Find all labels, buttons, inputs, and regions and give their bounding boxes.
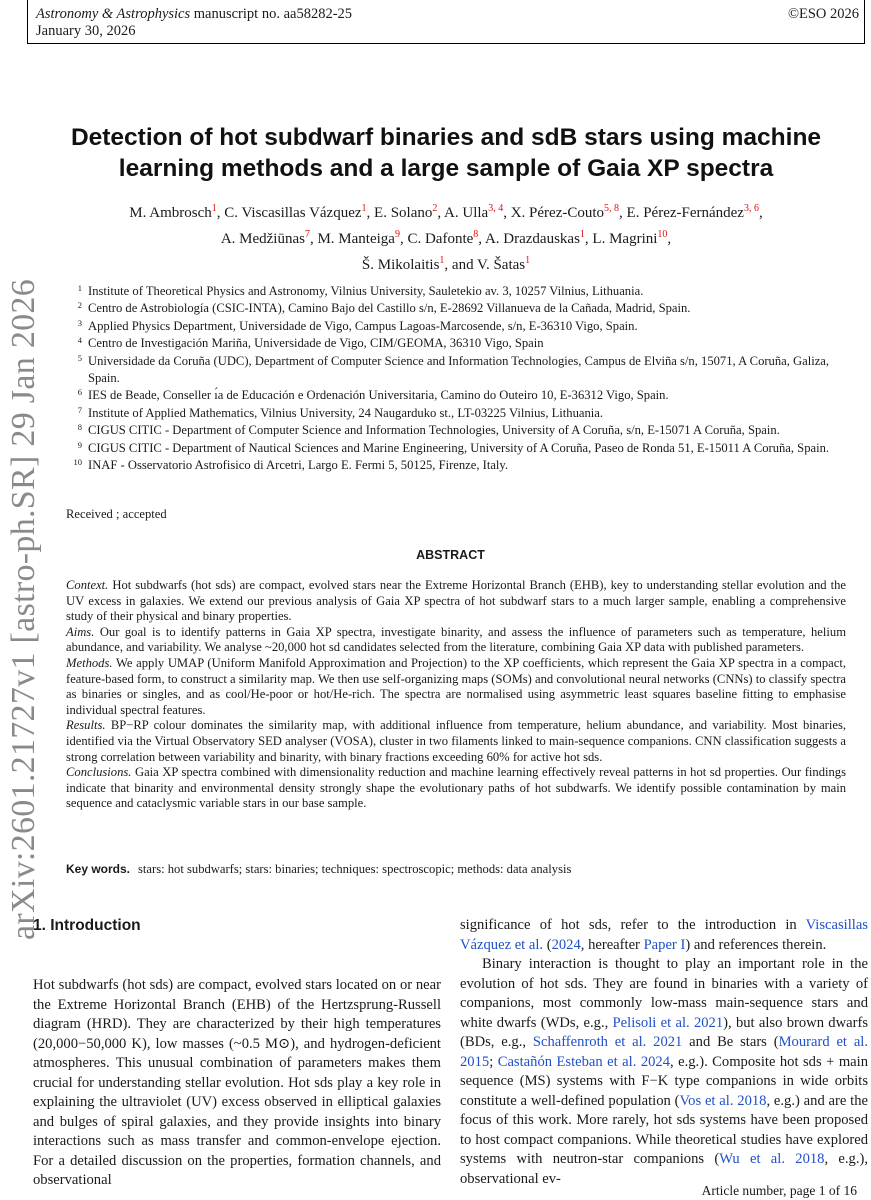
author-list <box>40 198 852 276</box>
journal-line <box>36 6 352 23</box>
journal-name: Astronomy & Astrophysics <box>36 6 191 22</box>
affiliation-number: 4 <box>77 335 82 346</box>
conclusions-text: Gaia XP spectra combined with dimensionality reduction and machine learning effectively reveal patterns in hot sd properties. Our findings indicate that binarity and environmental density strongly shape the evolutionary paths of hot subdwarfs. We identify possible contamination by main sequence and cataclysmic variable stars in our base sample. <box>66 765 846 811</box>
text-run: ) and references therein. <box>685 936 827 953</box>
abstract-results <box>66 718 846 765</box>
intro-paragraph-1: Hot subdwarfs (hot sds) are compact, evolved stars located on or near the Extreme Horizontal Branch (EHB) of the Hertzsprung-Russell diagram (HRD). They are characterized by their high temperatures (20,000−50,000 K), low masses (~0.5 M⊙), and hydrogen-deficient atmospheres. This unusual combination of parameters makes them crucial for understanding stellar evolution. Hot sds play a key role in explaining the ultraviolet (UV) excess observed in elliptical galaxies and bulges of spiral galaxies, and they provide insights into binary interactions such as mass transfer and common-envelope ejection. For a detailed discussion on the properties, formation channels, and observational <box>33 977 441 1188</box>
author-separator: , <box>758 205 763 221</box>
affiliation-item <box>66 387 846 404</box>
keywords <box>66 862 846 877</box>
affiliation-number: 10 <box>73 457 82 468</box>
affiliation-number: 1 <box>77 283 82 293</box>
section-title: 1. Introduction <box>33 917 141 934</box>
author: , and V. Šatas <box>444 257 526 273</box>
arxiv-stamp[interactable]: arXiv:2601.21727v1 [astro-ph.SR] 29 Jan 2026 <box>5 278 42 940</box>
affiliation-item <box>66 300 846 317</box>
citation-link[interactable]: Wu et al. 2018 <box>719 1151 825 1167</box>
author: M. Ambrosch <box>129 205 212 221</box>
affiliation-list <box>66 283 846 474</box>
affiliation-number: 6 <box>77 387 82 398</box>
context-text: Hot subdwarfs (hot sds) are compact, evolved stars near the Extreme Horizontal Branch (EHB), key to understanding stellar evolution and the UV excess in galaxies. We extend our previous analysis of Gaia XP spectra of hot subdwarf stars to a much larger sample, enabling a comprehensive study of their physical and binary properties. <box>66 578 846 624</box>
intro-paragraph-1-cont <box>460 916 868 955</box>
author: , A. Drazdauskas <box>478 231 580 247</box>
affiliation-text: Centro de Investigación Mariña, Universidade de Vigo, CIM/GEOMA, 36310 Vigo, Spain <box>88 336 544 351</box>
paper-title <box>40 122 852 184</box>
citation-link[interactable]: Viscasillas Vázquez et al. <box>460 917 868 953</box>
affiliation-text: Universidade da Coruña (UDC), Department of Computer Science and Information Technologies, Campus de Elviña s/n, 15071, A Coruña, Galiza, Spain. <box>88 353 830 386</box>
conclusions-label: Conclusions. <box>66 765 132 780</box>
context-label: Context. <box>66 578 109 592</box>
affiliation-item <box>66 283 846 300</box>
citation-link[interactable]: Pelisoli et al. 2021 <box>612 1014 724 1031</box>
affiliation-item <box>66 335 846 352</box>
affiliation-text: CIGUS CITIC - Department of Computer Science and Information Technologies, University of A Coruña, s/n, E-15071 A Coruña, Spain. <box>88 423 780 438</box>
affil-ref[interactable]: 10 <box>657 229 668 240</box>
citation-link[interactable]: Vos et al. 2018 <box>679 1092 767 1109</box>
affil-ref[interactable]: 2 <box>432 203 438 214</box>
author-separator: , <box>667 231 672 247</box>
affiliation-item <box>66 353 846 388</box>
affiliation-text: Institute of Applied Mathematics, Vilnius University, 24 Naugarduko st., LT-03225 Vilnius, Lithuania. <box>88 405 604 420</box>
affil-ref[interactable]: 5, 8 <box>604 203 620 214</box>
affiliation-item <box>66 318 846 335</box>
affiliation-item <box>66 422 846 439</box>
intro-paragraph-2 <box>460 955 868 1189</box>
title-line-2: learning methods and a large sample of Gaia XP spectra <box>118 155 774 182</box>
author-line-3 <box>40 250 852 276</box>
text-run: , hereafter <box>580 936 644 953</box>
affil-ref[interactable]: 7 <box>304 229 310 240</box>
methods-label: Methods. <box>66 655 113 670</box>
text-run: , e.g.) and are the focus of this work. More rarely, hot sds systems have been proposed to host compact companions. While theoretical studies have explored systems with neutron-star companions ( <box>460 1092 869 1167</box>
intro-right-column <box>460 916 868 1189</box>
author: A. Medžiūnas <box>220 231 305 247</box>
affiliation-text: Centro de Astrobiología (CSIC-INTA), Camino Bajo del Castillo s/n, E-28692 Villanueva de la Cañada, Madrid, Spain. <box>88 301 691 316</box>
abstract-methods <box>66 656 846 718</box>
affiliation-text: CIGUS CITIC - Department of Nautical Sciences and Marine Engineering, University of A Coruña, Paseo de Ronda 51, E-15011 A Coruña, Spain. <box>88 440 830 455</box>
text-run: , e.g.). Composite hot sds + main sequence (MS) systems with F−K type companions in wide orbits constitute a well-defined population ( <box>460 1053 869 1109</box>
text-run: and Be stars ( <box>682 1034 779 1050</box>
results-label: Results. <box>66 718 106 733</box>
intro-left-column <box>33 976 441 1191</box>
affil-ref[interactable]: 1 <box>211 203 217 214</box>
text-run: Binary interaction is thought to play an important role in the evolution of hot sds. They are found in binaries with a variety of companions, most commonly low-mass main-sequence stars and white dwarfs (WDs, e.g., <box>460 956 868 1031</box>
text-run: ), but also brown dwarfs (BDs, e.g., <box>460 1014 868 1050</box>
affil-ref[interactable]: 1 <box>439 255 445 266</box>
affiliation-number: 9 <box>77 439 82 450</box>
affiliation-number: 7 <box>77 404 82 415</box>
header-date: January 30, 2026 <box>36 23 136 39</box>
keywords-label: Key words. <box>66 862 131 876</box>
affiliation-number: 8 <box>77 422 82 433</box>
affiliation-item <box>66 440 846 457</box>
abstract-heading: ABSTRACT <box>416 548 485 562</box>
author: , M. Manteiga <box>309 231 395 247</box>
manuscript-id: manuscript no. aa58282-25 <box>190 6 353 22</box>
citation-link[interactable]: 2024 <box>551 936 581 953</box>
author: , E. Solano <box>366 205 433 221</box>
abstract-conclusions <box>66 765 846 812</box>
affiliation-text: Applied Physics Department, Universidade de Vigo, Campus Lagoas-Marcosende, s/n, E-36310 Vigo, Spain. <box>88 318 638 333</box>
abstract-body <box>66 578 846 812</box>
affil-ref[interactable]: 1 <box>361 203 367 214</box>
methods-text: We apply UMAP (Uniform Manifold Approximation and Projection) to the XP coefficients, which represent the Gaia XP spectra in a compact, feature-based form, to construct a similarity map. We then use self-organizing maps (SOMs) and convolutional neural networks (CNNs) to classify spectra as binaries or singles, and as cool/He-poor or hot/He-rich. The spectra are normalised using asymmetric least squares baseline fitting to emphasise individual spectral features. <box>66 655 846 717</box>
affiliation-item <box>66 405 846 422</box>
affiliation-text: INAF - Osservatorio Astrofisico di Arcetri, Largo E. Fermi 5, 50125, Firenze, Italy. <box>88 458 509 473</box>
author-line-2 <box>40 224 852 250</box>
author: Š. Mikolaitis <box>361 257 440 273</box>
affiliation-number: 3 <box>77 317 82 328</box>
affil-ref[interactable]: 3, 4 <box>488 203 504 214</box>
results-text: BP−RP colour dominates the similarity map, with additional influence from temperature, helium abundance, and variability. Most binaries, identified via the Virtual Observatory SED analyser (VOSA), cluster in two filaments linked to main-sequence companions. CNN classification suggests a strong correlation between variability and binarity, with binary fractions exceeding 60% for active hot sds. <box>66 718 846 764</box>
author: , C. Viscasillas Vázquez <box>216 205 362 221</box>
author: , X. Pérez-Couto <box>503 205 605 221</box>
affil-ref[interactable]: 1 <box>579 229 585 240</box>
affiliation-number: 5 <box>77 352 82 363</box>
affil-ref[interactable]: 3, 6 <box>743 203 759 214</box>
affil-ref[interactable]: 1 <box>525 255 531 266</box>
citation-link[interactable]: Mourard et al. 2015 <box>460 1034 868 1070</box>
affiliation-number: 2 <box>77 300 82 311</box>
author: , C. Dafonte <box>399 231 474 247</box>
author: , L. Magrini <box>584 231 658 247</box>
text-run: ; <box>489 1053 498 1070</box>
citation-link[interactable]: Paper I <box>643 936 686 953</box>
author-line-1 <box>40 198 852 224</box>
abstract-context <box>66 578 846 625</box>
citation-link[interactable]: Castañón Esteban et al. 2024 <box>497 1053 671 1070</box>
text-run: ( <box>543 936 552 953</box>
affiliation-text: Institute of Theoretical Physics and Astronomy, Vilnius University, Sauletekio av. 3, 10257 Vilnius, Lithuania. <box>88 284 644 298</box>
author: , A. Ulla <box>437 205 489 221</box>
abstract-aims <box>66 625 846 656</box>
title-line-1: Detection of hot subdwarf binaries and sdB stars using machine <box>70 124 822 151</box>
citation-link[interactable]: Schaffenroth et al. 2021 <box>532 1034 683 1050</box>
page-footer: Article number, page 1 of 16 <box>701 1183 857 1198</box>
text-run: , e.g.), observational ev- <box>460 1151 868 1187</box>
copyright: ©ESO 2026 <box>787 6 859 22</box>
aims-label: Aims. <box>66 624 95 639</box>
affil-ref[interactable]: 9 <box>394 229 400 240</box>
affil-ref[interactable]: 8 <box>473 229 479 240</box>
affiliation-text: IES de Beade, Conseller ı́a de Educación e Ordenación Universitaria, Camino do Outeiro 10, E-36312 Vigo, Spain. <box>88 388 669 403</box>
keywords-text: stars: hot subdwarfs; stars: binaries; techniques: spectroscopic; methods: data analysis <box>138 862 572 876</box>
text-run: significance of hot sds, refer to the introduction in <box>460 917 806 933</box>
affiliation-item <box>66 457 846 474</box>
author: , E. Pérez-Fernández <box>619 205 744 221</box>
aims-text: Our goal is to identify patterns in Gaia XP spectra, investigate binarity, and assess the influence of parameters such as temperature, helium abundance, and variability. We analyse ~20,000 hot sd candidates selected from the literature, combining Gaia XP data with published parameters. <box>66 624 846 655</box>
received-line: Received ; accepted <box>66 507 167 521</box>
